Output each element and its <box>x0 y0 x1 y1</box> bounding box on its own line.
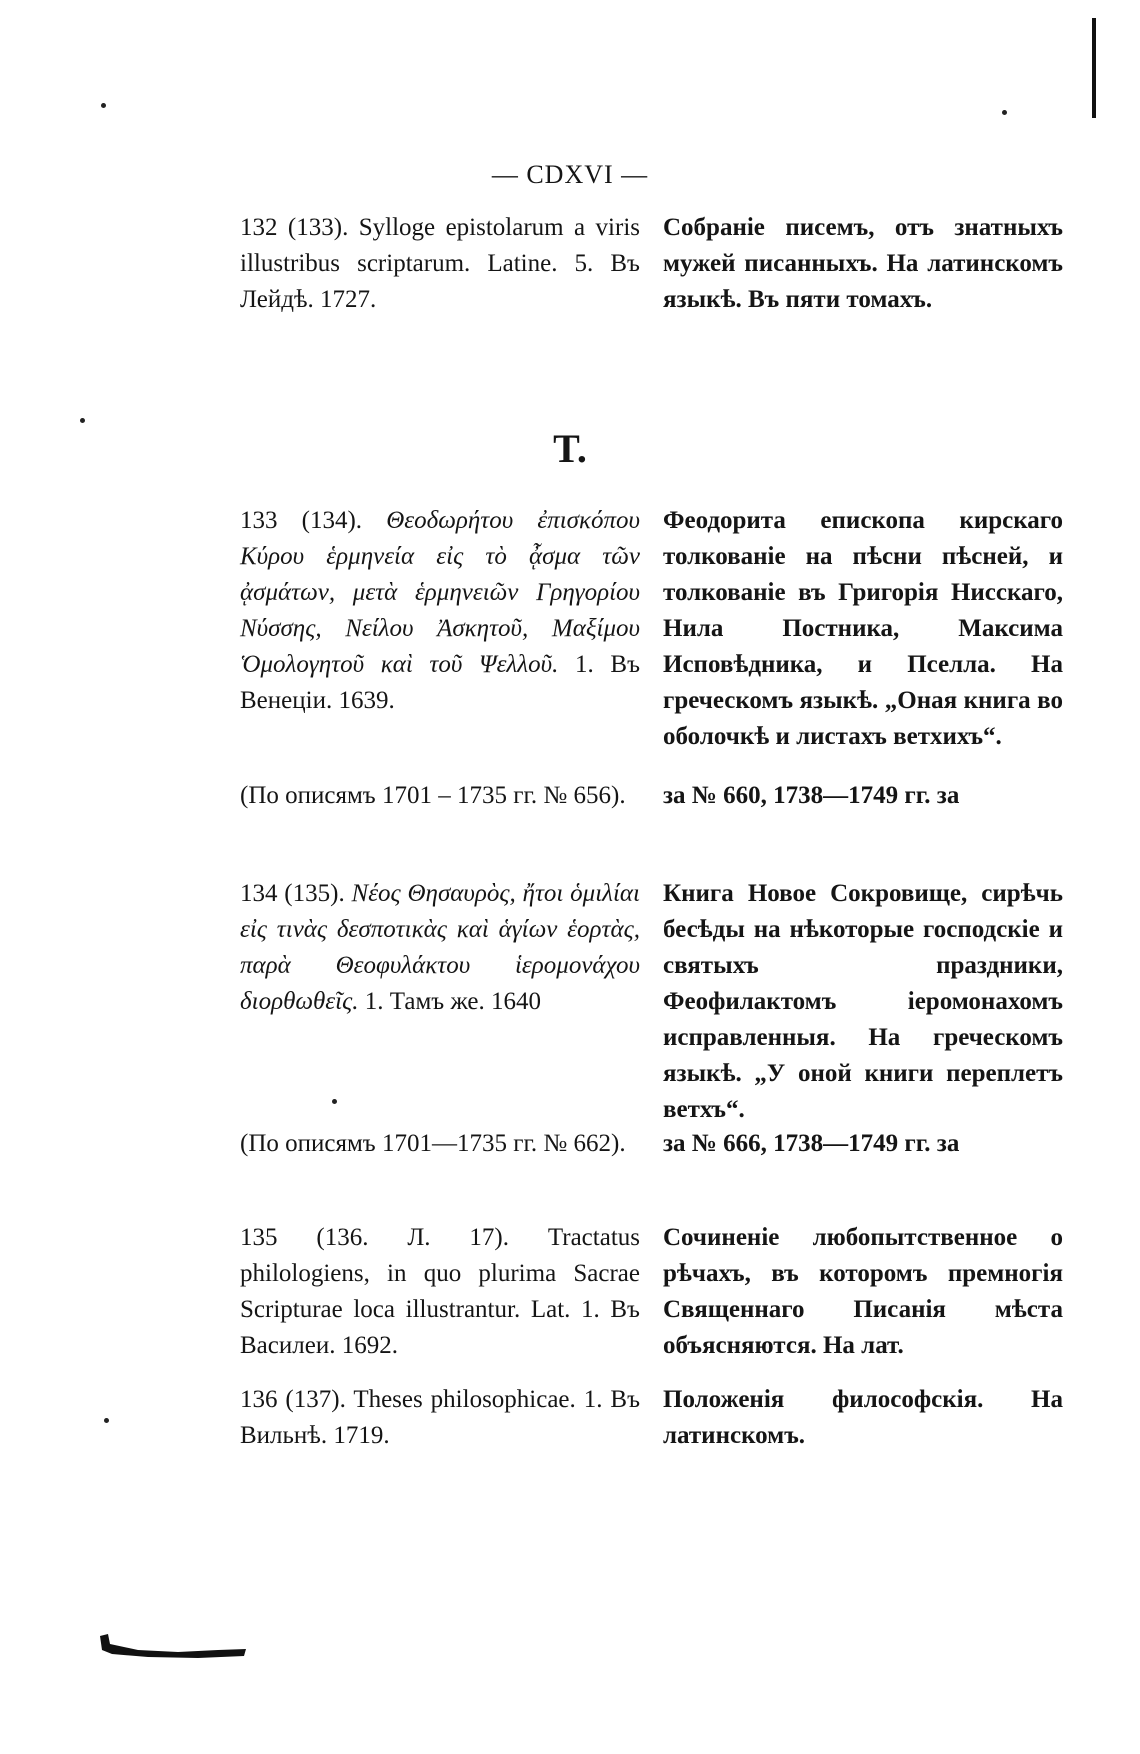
entry-133-imprint: 1. Въ Венеціи. 1639. <box>240 651 640 714</box>
entry-135-russian: Сочиненіе любопытственное о рѣчахъ, въ которомъ премногія Священнаго Писанія мѣста объясняются. На лат. <box>663 1224 1063 1359</box>
entry-134-greek <box>240 876 640 1020</box>
entry-133-number: 133 (134). <box>240 507 363 534</box>
entry-135-latin: 135 (136. Л. 17). Tractatus philologiens, in quo plurima Sacrae Scripturae loca illustrantur. Lat. 1. Въ Василеи. 1692. <box>240 1224 640 1359</box>
scan-speck <box>101 103 106 108</box>
entry-134-imprint: 1. Тамъ же. 1640 <box>364 988 542 1015</box>
inventory-note-656: (По описямъ 1701 – 1735 гг. № 656). <box>240 782 626 809</box>
section-letter: T. <box>553 426 587 471</box>
entry-132-latin: 132 (133). Sylloge epistolarum a viris illustribus scriptarum. Latine. 5. Въ Лейдѣ. 1727. <box>240 214 640 313</box>
inventory-note-660: за № 660, 1738—1749 гг. за <box>663 782 960 809</box>
scan-speck <box>1002 110 1007 115</box>
scan-speck <box>332 1099 337 1104</box>
scan-edge-mark <box>1092 18 1096 118</box>
entry-133-russian: Феодорита епископа кирскаго толкованіе на пѣсни пѣсней, и толкованіе въ Григорія Нисскаго, Нила Постника, Максима Исповѣдника, и Пселла. На греческомъ языкѣ. „Оная книга во оболочкѣ и листахъ ветхихъ“. <box>663 507 1063 750</box>
inventory-note-666: за № 666, 1738—1749 гг. за <box>663 1130 960 1157</box>
entry-133-greek-title: Θεοδωρήτου ἐπισκόπου Κύρου ἑρμηνεία εἰς τὸ ᾆσμα τῶν ᾀσμάτων, μετὰ ἑρμηνειῶν Γρηγορίου Νύσσης, Νείλου Ἀσκητοῦ, Μαξίμου Ὁμολογητοῦ καὶ τοῦ Ψελλοῦ. <box>240 507 640 678</box>
entry-133-greek <box>240 503 640 719</box>
entry-136-latin: 136 (137). Theses philosophicae. 1. Въ Вильнѣ. 1719. <box>240 1386 640 1449</box>
entry-134-russian: Книга Новое Сокровище, сирѣчь бесѣды на нѣкоторые господскіе и святыхъ праздники, Феофилактомъ іеромонахомъ исправленныя. На греческомъ языкѣ. „У оной книги переплетъ ветхъ“. <box>663 880 1063 1123</box>
entry-134-number: 134 (135). <box>240 880 345 907</box>
entry-134-greek-title: Νέος Θησαυρὸς, ἤτοι ὁμιλίαι εἰς τινὰς δεσποτικὰς καὶ ἁγίων ἑορτὰς, παρὰ Θεοφυλάκτου ἱερομονάχου διορθωθεῖς. <box>240 880 640 1015</box>
entry-136-russian: Положенія философскія. На латинскомъ. <box>663 1386 1063 1449</box>
scan-speck <box>104 1418 109 1423</box>
entry-132-russian: Собраніе писемъ, отъ знатныхъ мужей писанныхъ. На латинскомъ языкѣ. Въ пяти томахъ. <box>663 214 1063 313</box>
scan-speck <box>80 418 85 423</box>
inventory-note-662: (По описямъ 1701—1735 гг. № 662). <box>240 1130 626 1157</box>
page-number-header: — CDXVI — <box>491 160 649 189</box>
ink-smudge <box>98 1632 248 1662</box>
